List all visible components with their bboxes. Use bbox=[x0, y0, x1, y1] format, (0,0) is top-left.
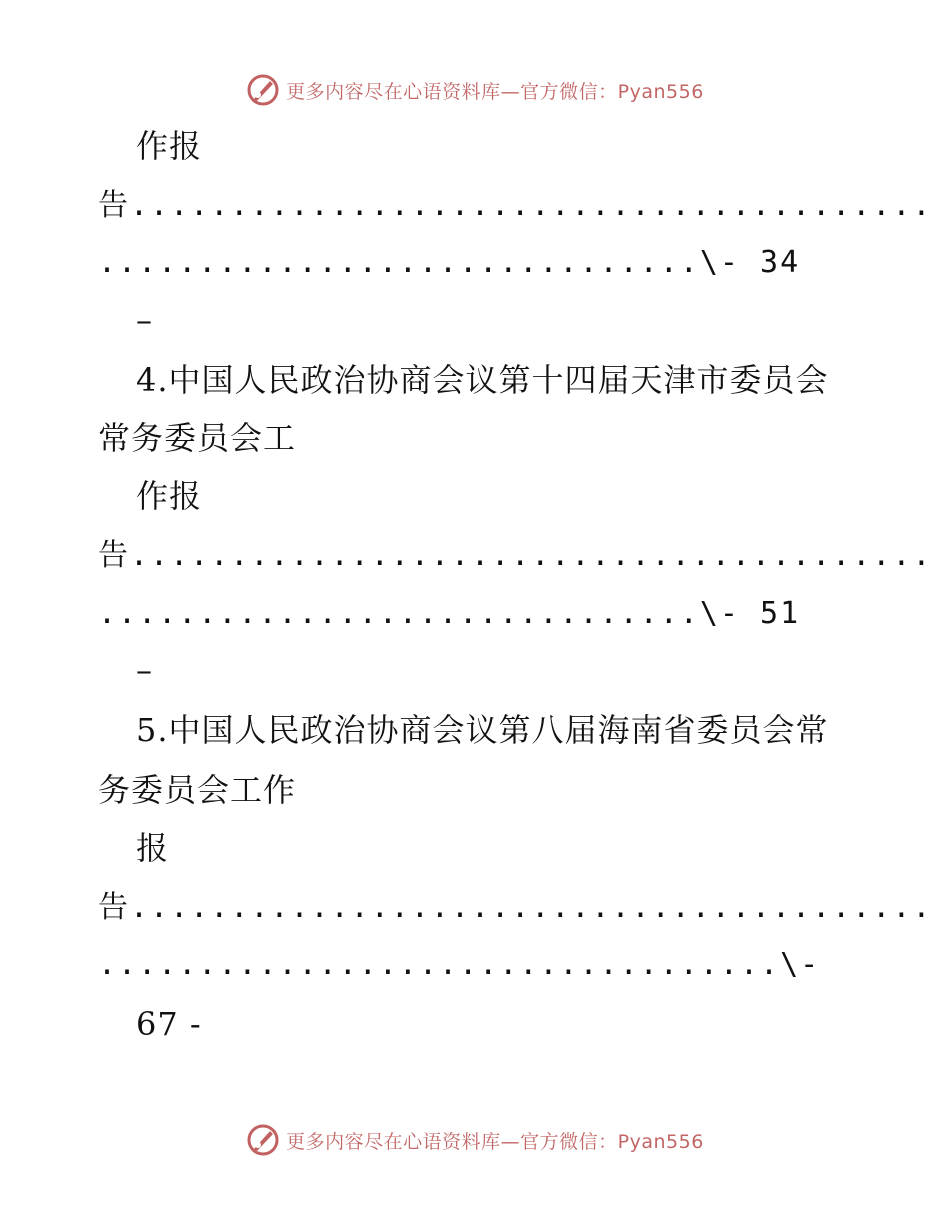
toc-entry-title: 5.中国人民政治协商会议第八届海南省委员会常 bbox=[136, 711, 829, 749]
toc-entry-title-cont: 常务委员会工 bbox=[98, 419, 297, 457]
toc-entry-title-cont: 务委员会工作 bbox=[98, 771, 297, 809]
toc-dots-line: 告........................................ bbox=[98, 890, 933, 925]
toc-page-line: ..............................\- 34 bbox=[98, 245, 801, 280]
toc-line: 报 bbox=[136, 829, 170, 867]
toc-dots-line: 告........................................ bbox=[98, 188, 933, 223]
toc-dots-line: 告........................................ bbox=[98, 538, 933, 573]
toc-page-number: 67 - bbox=[136, 1005, 202, 1043]
pen-logo-icon bbox=[246, 73, 280, 107]
pen-logo-icon bbox=[246, 1123, 280, 1157]
toc-entry-title: 4.中国人民政治协商会议第十四届天津市委员会 bbox=[136, 361, 829, 399]
watermark-footer bbox=[0, 1122, 950, 1158]
watermark-text: 更多内容尽在心语资料库—官方微信：Pyan556 bbox=[286, 80, 704, 103]
toc-line: 作报 bbox=[136, 477, 203, 515]
toc-dash: – bbox=[136, 651, 153, 689]
watermark-text: 更多内容尽在心语资料库—官方微信：Pyan556 bbox=[286, 1130, 704, 1153]
toc-line: 作报 bbox=[136, 127, 203, 165]
toc-dash: – bbox=[136, 301, 153, 339]
toc-page-line: ..................................\- bbox=[98, 947, 821, 982]
toc-page-line: ..............................\- 51 bbox=[98, 596, 801, 631]
watermark-header bbox=[0, 72, 950, 108]
